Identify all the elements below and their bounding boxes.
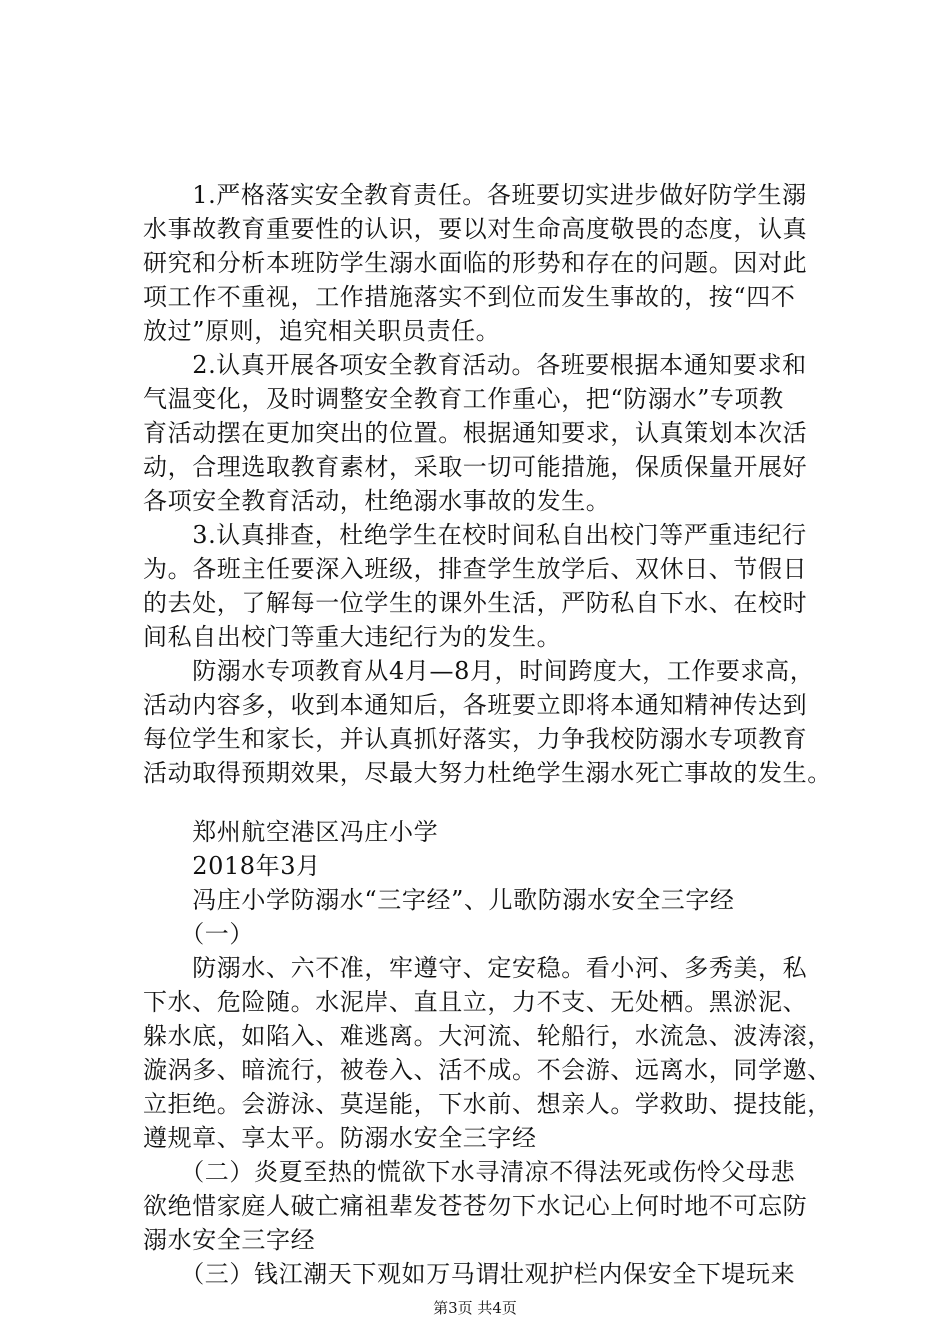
text-line: 研究和分析本班防学生溺水面临的形势和存在的问题。因对此 <box>143 249 808 277</box>
text-line: 活动取得预期效果，尽最大努力杜绝学生溺水死亡事故的发生。 <box>143 759 832 787</box>
text-line: 放过”原则，追究相关职员责任。 <box>143 317 501 345</box>
text-line: 欲绝惜家庭人破亡痛祖辈发苍苍勿下水记心上何时地不可忘防 <box>143 1192 808 1220</box>
text-line: 活动内容多，收到本通知后，各班要立即将本通知精神传达到 <box>143 691 808 719</box>
text-line: 防溺水专项教育从4月—8月，时间跨度大，工作要求高， <box>143 657 815 685</box>
text-line: 动，合理选取教育素材，采取一切可能措施，保质保量开展好 <box>143 453 808 481</box>
text-line: 育活动摆在更加突出的位置。根据通知要求，认真策划本次活 <box>143 419 808 447</box>
text-line: 项工作不重视，工作措施落实不到位而发生事故的，按“四不 <box>143 283 796 311</box>
text-line: 立拒绝。会游泳、莫逞能，下水前、想亲人。学救助、提技能， <box>143 1090 832 1118</box>
text-line: 气温变化，及时调整安全教育工作重心，把“防溺水”专项教 <box>143 385 784 413</box>
signature-date: 2018年3月 <box>143 852 321 880</box>
text-line: 遵规章、享太平。防溺水安全三字经 <box>143 1124 537 1152</box>
text-line: 3.认真排查，杜绝学生在校时间私自出校门等严重违纪行 <box>143 521 807 549</box>
text-line: 各项安全教育活动，杜绝溺水事故的发生。 <box>143 487 611 515</box>
text-line: 躲水底，如陷入、难逃离。大河流、轮船行，水流急、波涛滚， <box>143 1022 832 1050</box>
text-line: 间私自出校门等重大违纪行为的发生。 <box>143 623 562 651</box>
section-number: （一） <box>143 920 254 948</box>
text-line: 下水、危险随。水泥岸、直且立，力不支、无处栖。黑淤泥、 <box>143 988 808 1016</box>
signature-school: 郑州航空港区冯庄小学 <box>143 818 439 846</box>
text-line: 漩涡多、暗流行，被卷入、活不成。不会游、远离水，同学邀、 <box>143 1056 832 1084</box>
text-line: 防溺水、六不准，牢遵守、定安稳。看小河、多秀美，私 <box>143 954 808 982</box>
section-title: 冯庄小学防溺水“三字经”、儿歌防溺水安全三字经 <box>143 886 735 914</box>
text-line: 的去处，了解每一位学生的课外生活，严防私自下水、在校时 <box>143 589 808 617</box>
text-line: 每位学生和家长，并认真抓好落实，力争我校防溺水专项教育 <box>143 725 808 753</box>
text-line: 为。各班主任要深入班级，排查学生放学后、双休日、节假日 <box>143 555 808 583</box>
page-number-footer: 第3页 共4页 <box>433 1299 517 1317</box>
text-line: 溺水安全三字经 <box>143 1226 316 1254</box>
text-line: 2.认真开展各项安全教育活动。各班要根据本通知要求和 <box>143 351 807 379</box>
text-line: （三）钱江潮天下观如万马谓壮观护栏内保安全下堤玩来 <box>143 1260 796 1288</box>
text-line: （二）炎夏至热的慌欲下水寻清凉不得法死或伤怜父母悲 <box>143 1158 796 1186</box>
text-line: 水事故教育重要性的认识，要以对生命高度敬畏的态度，认真 <box>143 215 808 243</box>
text-line: 1.严格落实安全教育责任。各班要切实进步做好防学生溺 <box>143 181 807 209</box>
